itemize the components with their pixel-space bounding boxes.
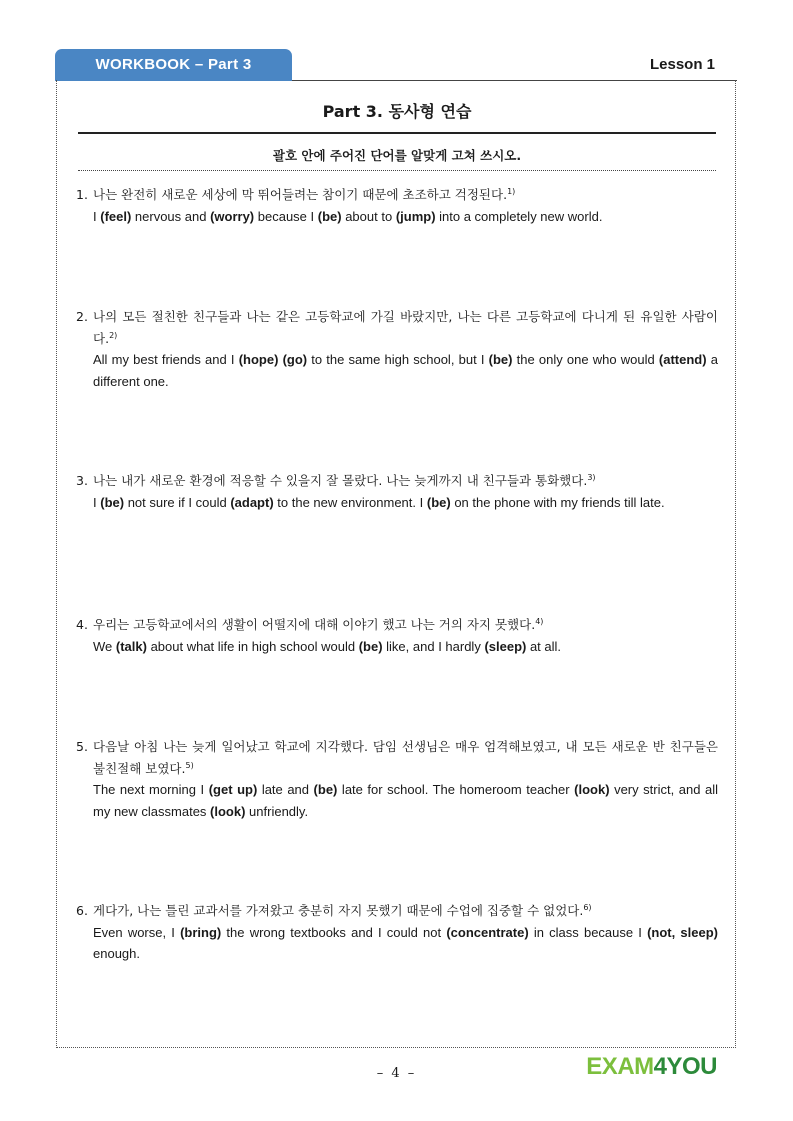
sentence-fragment: to the same high school, but I [307, 352, 489, 367]
korean-sentence [93, 900, 718, 922]
lesson-label: Lesson 1 [649, 56, 715, 73]
korean-text: 게다가, 나는 틀린 교과서를 가져왔고 충분히 자지 못했기 때문에 수업에 집중할 수 없었다. [93, 903, 584, 918]
sentence-fragment: not sure if I could [124, 494, 231, 510]
english-sentence [76, 779, 718, 822]
verb-prompt: (worry) [210, 208, 255, 224]
verb-prompt: (be) [488, 352, 513, 367]
sentence-fragment: because I [254, 208, 318, 224]
question-number: 3. [76, 473, 88, 488]
sentence-fragment: like, and I hardly [382, 638, 485, 654]
sentence-fragment: at all. [526, 638, 562, 654]
question-item [76, 614, 718, 657]
logo-part1: EXAM [586, 1053, 654, 1080]
sentence-fragment: The next morning I [93, 782, 209, 797]
korean-text: 나는 완전히 새로운 세상에 막 뛰어들려는 참이기 때문에 초조하고 걱정된다. [93, 187, 508, 202]
footnote-marker: 2) [109, 330, 118, 340]
question-number: 4. [76, 617, 88, 632]
korean-sentence [93, 614, 718, 636]
verb-prompt: (be) [317, 208, 342, 224]
footnote-marker: 4) [535, 617, 544, 626]
verb-prompt: (look) [210, 803, 246, 819]
question-number: 1. [76, 187, 88, 202]
verb-prompt: (get up) [208, 782, 258, 797]
sentence-fragment: on the phone with my friends till late. [450, 494, 665, 510]
footnote-marker: 3) [587, 473, 596, 482]
page-number: – 4 – [376, 1066, 417, 1081]
korean-sentence [93, 470, 718, 492]
sentence-fragment: a different one. [93, 352, 718, 389]
sentence-fragment: about what life in high school would [146, 638, 359, 654]
footnote-marker: 6) [583, 903, 592, 912]
instruction: 괄호 안에 주어진 단어를 알맞게 고쳐 쓰시오. [272, 148, 522, 163]
verb-prompt: (be) [358, 638, 383, 654]
english-sentence [76, 206, 718, 228]
workbook-tab: WORKBOOK – Part 3 [55, 49, 292, 81]
sentence-fragment: enough. [93, 946, 140, 961]
sentence-fragment: into a completely new world. [435, 208, 603, 224]
title-rule [78, 132, 716, 134]
english-sentence [76, 922, 718, 965]
question-number: 2. [76, 309, 88, 324]
sentence-fragment: about to [341, 208, 396, 224]
question-korean [76, 184, 718, 206]
sentence-fragment: in class because I [528, 924, 648, 940]
question-korean [76, 736, 718, 779]
sentence-fragment: I [93, 494, 101, 510]
sentence-fragment: to the new environment. I [273, 494, 427, 510]
verb-prompt: (be) [100, 494, 125, 510]
sentence-fragment: I [93, 208, 101, 224]
question-number: 6. [76, 903, 88, 918]
question-item [76, 900, 718, 965]
verb-prompt: (look) [574, 782, 610, 797]
korean-text: 다음날 아침 나는 늦게 일어났고 학교에 지각했다. 담임 선생님은 매우 엄격해보였고, 내 모든 새로운 반 친구들은 불친절해 보였다. [93, 739, 718, 776]
sentence-fragment: We [93, 638, 116, 654]
korean-sentence [93, 306, 718, 349]
korean-text: 우리는 고등학교에서의 생활이 어떨지에 대해 이야기 했고 나는 거의 자지 못했다. [93, 617, 536, 632]
sentence-fragment: unfriendly. [245, 803, 309, 819]
korean-sentence [93, 736, 718, 779]
logo-part2: 4YOU [653, 1053, 717, 1080]
korean-text: 나의 모든 절친한 친구들과 나는 같은 고등학교에 가길 바랐지만, 나는 다른 고등학교에 다니게 된 유일한 사람이다. [93, 309, 718, 346]
sentence-fragment: very strict, and all my new classmates [93, 782, 718, 819]
verb-prompt: (talk) [115, 638, 147, 654]
verb-prompt: (be) [313, 782, 338, 797]
question-korean [76, 614, 718, 636]
sentence-fragment: nervous and [131, 208, 211, 224]
exam4you-logo [586, 1053, 717, 1081]
page-title: Part 3. 동사형 연습 [322, 102, 472, 121]
verb-prompt: (bring) [180, 924, 222, 940]
verb-prompt: (feel) [100, 208, 132, 224]
question-item [76, 470, 718, 513]
question-korean [76, 900, 718, 922]
question-korean [76, 306, 718, 349]
sentence-fragment: the only one who would [512, 352, 659, 367]
question-item [76, 736, 718, 822]
question-item [76, 184, 718, 227]
verb-prompt: (adapt) [230, 494, 274, 510]
sentence-fragment: late for school. The homeroom teacher [337, 782, 575, 797]
sentence-fragment: All my best friends and I [93, 352, 239, 367]
korean-sentence [93, 184, 718, 206]
english-sentence [76, 492, 718, 514]
english-sentence [76, 636, 718, 658]
sentence-fragment: Even worse, I [93, 924, 181, 940]
verb-prompt: (jump) [395, 208, 436, 224]
sentence-fragment: late and [257, 782, 314, 797]
verb-prompt: (attend) [658, 352, 707, 367]
sentence-fragment: the wrong textbooks and I could not [221, 924, 447, 940]
footnote-marker: 1) [507, 187, 516, 196]
korean-text: 나는 내가 새로운 환경에 적응할 수 있을지 잘 몰랐다. 나는 늦게까지 내 친구들과 통화했다. [93, 473, 588, 488]
footnote-marker: 5) [185, 760, 194, 770]
verb-prompt: (not, sleep) [647, 924, 719, 940]
verb-prompt: (hope) [238, 352, 279, 367]
english-sentence [76, 349, 718, 392]
instruction-divider [78, 170, 716, 171]
verb-prompt: (concentrate) [446, 924, 529, 940]
verb-prompt: (sleep) [484, 638, 527, 654]
verb-prompt: (be) [426, 494, 451, 510]
question-item [76, 306, 718, 392]
verb-prompt: (go) [282, 352, 308, 367]
question-number: 5. [76, 739, 88, 754]
question-korean [76, 470, 718, 492]
